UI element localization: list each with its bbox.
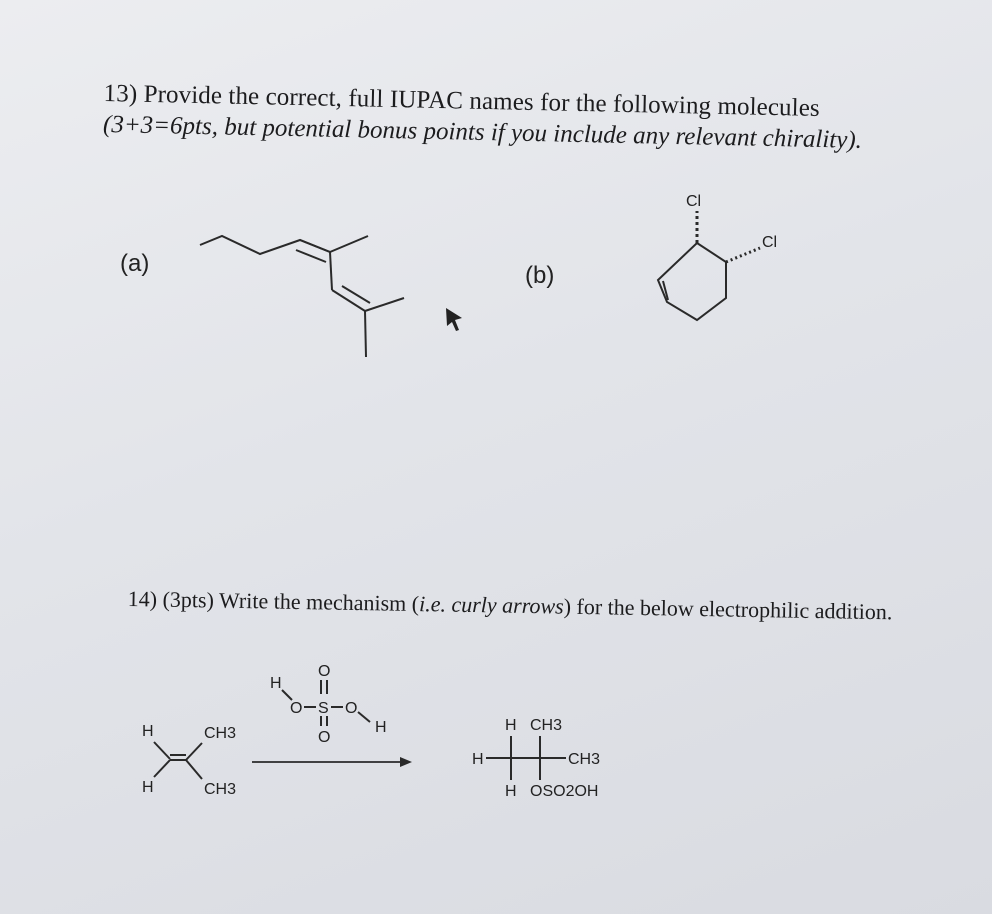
reagent-h-right: H — [375, 719, 387, 736]
question-14-italic: i.e. curly arrows — [418, 591, 564, 619]
question-13-line-2: (3+3=6pts, but potential bonus points if you include any relevant chirality). — [102, 110, 863, 154]
product-h-top: H — [505, 717, 517, 734]
chlorine-right: Cl — [762, 234, 778, 251]
question-14-prefix: 14) (3pts) Write the mechanism ( — [127, 586, 420, 617]
reactant-h-top: H — [142, 723, 154, 740]
question-13-line-1: 13) Provide the correct, full IUPAC names for the following molecules — [103, 79, 821, 122]
reactant-ch3-bottom: CH3 — [204, 781, 237, 798]
reagent-h-left: H — [270, 675, 282, 692]
reactant-ch3-top: CH3 — [204, 725, 237, 742]
reagent-o-right: O — [345, 700, 358, 717]
product-oso2oh: OSO2OH — [530, 783, 599, 800]
question-14-suffix: ) for the below electrophilic addition. — [563, 593, 893, 625]
part-b-label: (b) — [525, 262, 555, 289]
reagent-s: S — [318, 700, 329, 717]
reagent-o-top: O — [318, 663, 331, 680]
reagent-o-left: O — [290, 700, 303, 717]
product-ch3-right: CH3 — [568, 751, 601, 768]
product-h-bottom: H — [505, 783, 517, 800]
product-ch3-top: CH3 — [530, 717, 563, 734]
reactant-h-bottom: H — [142, 779, 154, 796]
product-h-left: H — [472, 751, 484, 768]
chlorine-top: Cl — [686, 193, 702, 210]
part-a-label: (a) — [120, 250, 150, 277]
reagent-o-bottom: O — [318, 729, 331, 746]
